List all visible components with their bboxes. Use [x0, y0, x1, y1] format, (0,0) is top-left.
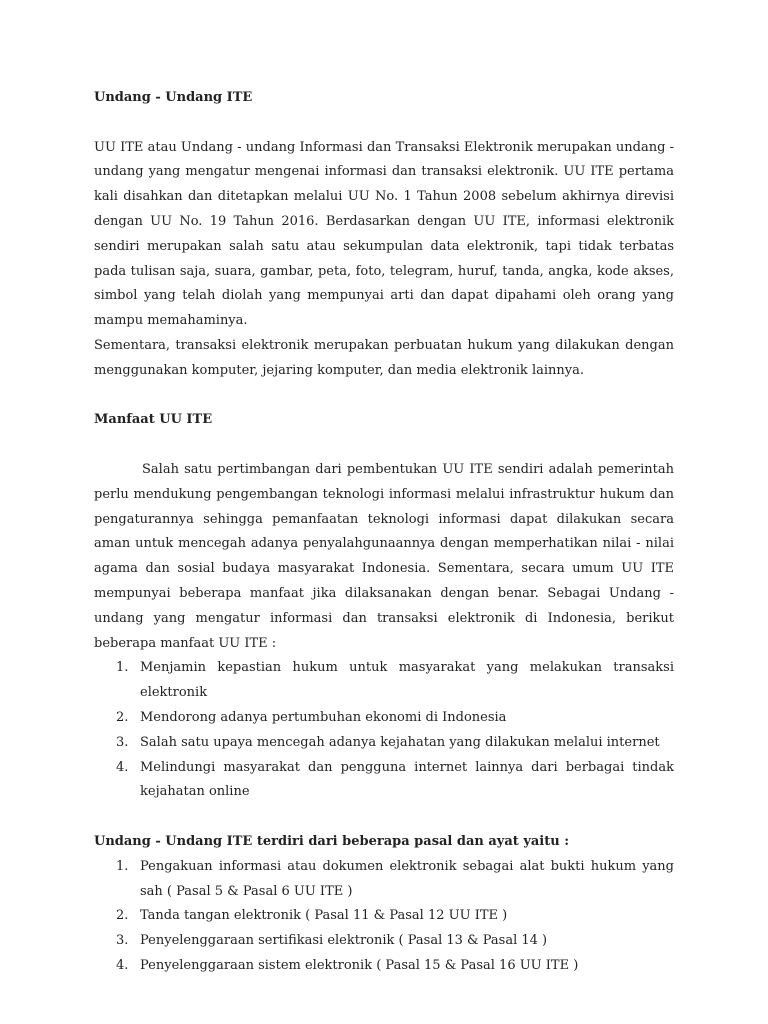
paragraph-transaksi: Sementara, transaksi elektronik merupakan perbuatan hukum yang dilakukan dengan menggunakan komputer, jejaring komputer, dan media elektronik lainnya.	[94, 337, 674, 378]
list-item	[94, 855, 674, 905]
document-page	[94, 86, 674, 979]
section-heading-manfaat: Manfaat UU ITE	[94, 412, 213, 428]
list-item	[94, 904, 674, 929]
list-number: 1.	[116, 660, 129, 676]
list-number: 2.	[116, 709, 129, 725]
list-number: 3.	[116, 734, 129, 750]
list-number: 2.	[116, 908, 129, 924]
list-item-text: Salah satu upaya mencegah adanya kejahatan yang dilakukan melalui internet	[140, 734, 660, 750]
list-item	[94, 756, 674, 806]
spacer	[94, 805, 674, 830]
list-item-text: Penyelenggaraan sistem elektronik ( Pasal 15 & Pasal 16 UU ITE )	[140, 957, 579, 973]
list-item	[94, 731, 674, 756]
spacer	[94, 111, 674, 136]
spacer	[94, 433, 674, 458]
spacer	[94, 384, 674, 409]
paragraph-manfaat: Salah satu pertimbangan dari pembentukan UU ITE sendiri adalah pemerintah perlu mendukung pengembangan teknologi informasi melalui infrastruktur hukum dan pengaturannya sehingga pemanfaatan teknologi informasi dapat dilakukan secara aman untuk mencegah adanya penyalahgunaannya dengan memperhatikan nilai - nilai agama dan sosial budaya masyarakat Indonesia. Sementara, secara umum UU ITE mempunyai beberapa manfaat jika dilaksanakan dengan benar. Sebagai Undang - undang yang mengatur informasi dan transaksi elektronik di Indonesia, berikut beberapa manfaat UU ITE :	[94, 461, 674, 651]
list-number: 3.	[116, 933, 129, 949]
list-item-text: Tanda tangan elektronik ( Pasal 11 & Pasal 12 UU ITE )	[140, 908, 508, 924]
list-item-text: Pengakuan informasi atau dokumen elektronik sebagai alat bukti hukum yang sah ( Pasal 5 & Pasal 6 UU ITE )	[140, 858, 674, 899]
list-item	[94, 929, 674, 954]
list-item	[94, 706, 674, 731]
section-heading-pasal: Undang - Undang ITE terdiri dari beberapa pasal dan ayat yaitu :	[94, 833, 570, 849]
list-item	[94, 954, 674, 979]
list-number: 1.	[116, 858, 129, 874]
list-number: 4.	[116, 957, 129, 973]
pasal-list	[94, 855, 674, 979]
paragraph-definition: UU ITE atau Undang - undang Informasi dan Transaksi Elektronik merupakan undang - undang yang mengatur mengenai informasi dan transaksi elektronik. UU ITE pertama kali disahkan dan ditetapkan melalui UU No. 1 Tahun 2008 sebelum akhirnya direvisi dengan UU No. 19 Tahun 2016. Berdasarkan dengan UU ITE, informasi elektronik sendiri merupakan salah satu atau sekumpulan data elektronik, tapi tidak terbatas pada tulisan saja, suara, gambar, peta, foto, telegram, huruf, tanda, angka, kode akses, simbol yang telah diolah yang mempunyai arti dan dapat dipahami oleh orang yang mampu memahaminya.	[94, 139, 674, 329]
section-heading-undang-undang-ite: Undang - Undang ITE	[94, 90, 253, 105]
list-item-text: Mendorong adanya pertumbuhan ekonomi di Indonesia	[140, 709, 507, 725]
list-item-text: Penyelenggaraan sertifikasi elektronik ( Pasal 13 & Pasal 14 )	[140, 933, 548, 949]
list-item	[94, 656, 674, 706]
list-number: 4.	[116, 759, 129, 775]
list-item-text: Menjamin kepastian hukum untuk masyarakat yang melakukan transaksi elektronik	[140, 660, 674, 701]
list-item-text: Melindungi masyarakat dan pengguna internet lainnya dari berbagai tindak kejahatan online	[140, 759, 674, 800]
manfaat-list	[94, 656, 674, 805]
